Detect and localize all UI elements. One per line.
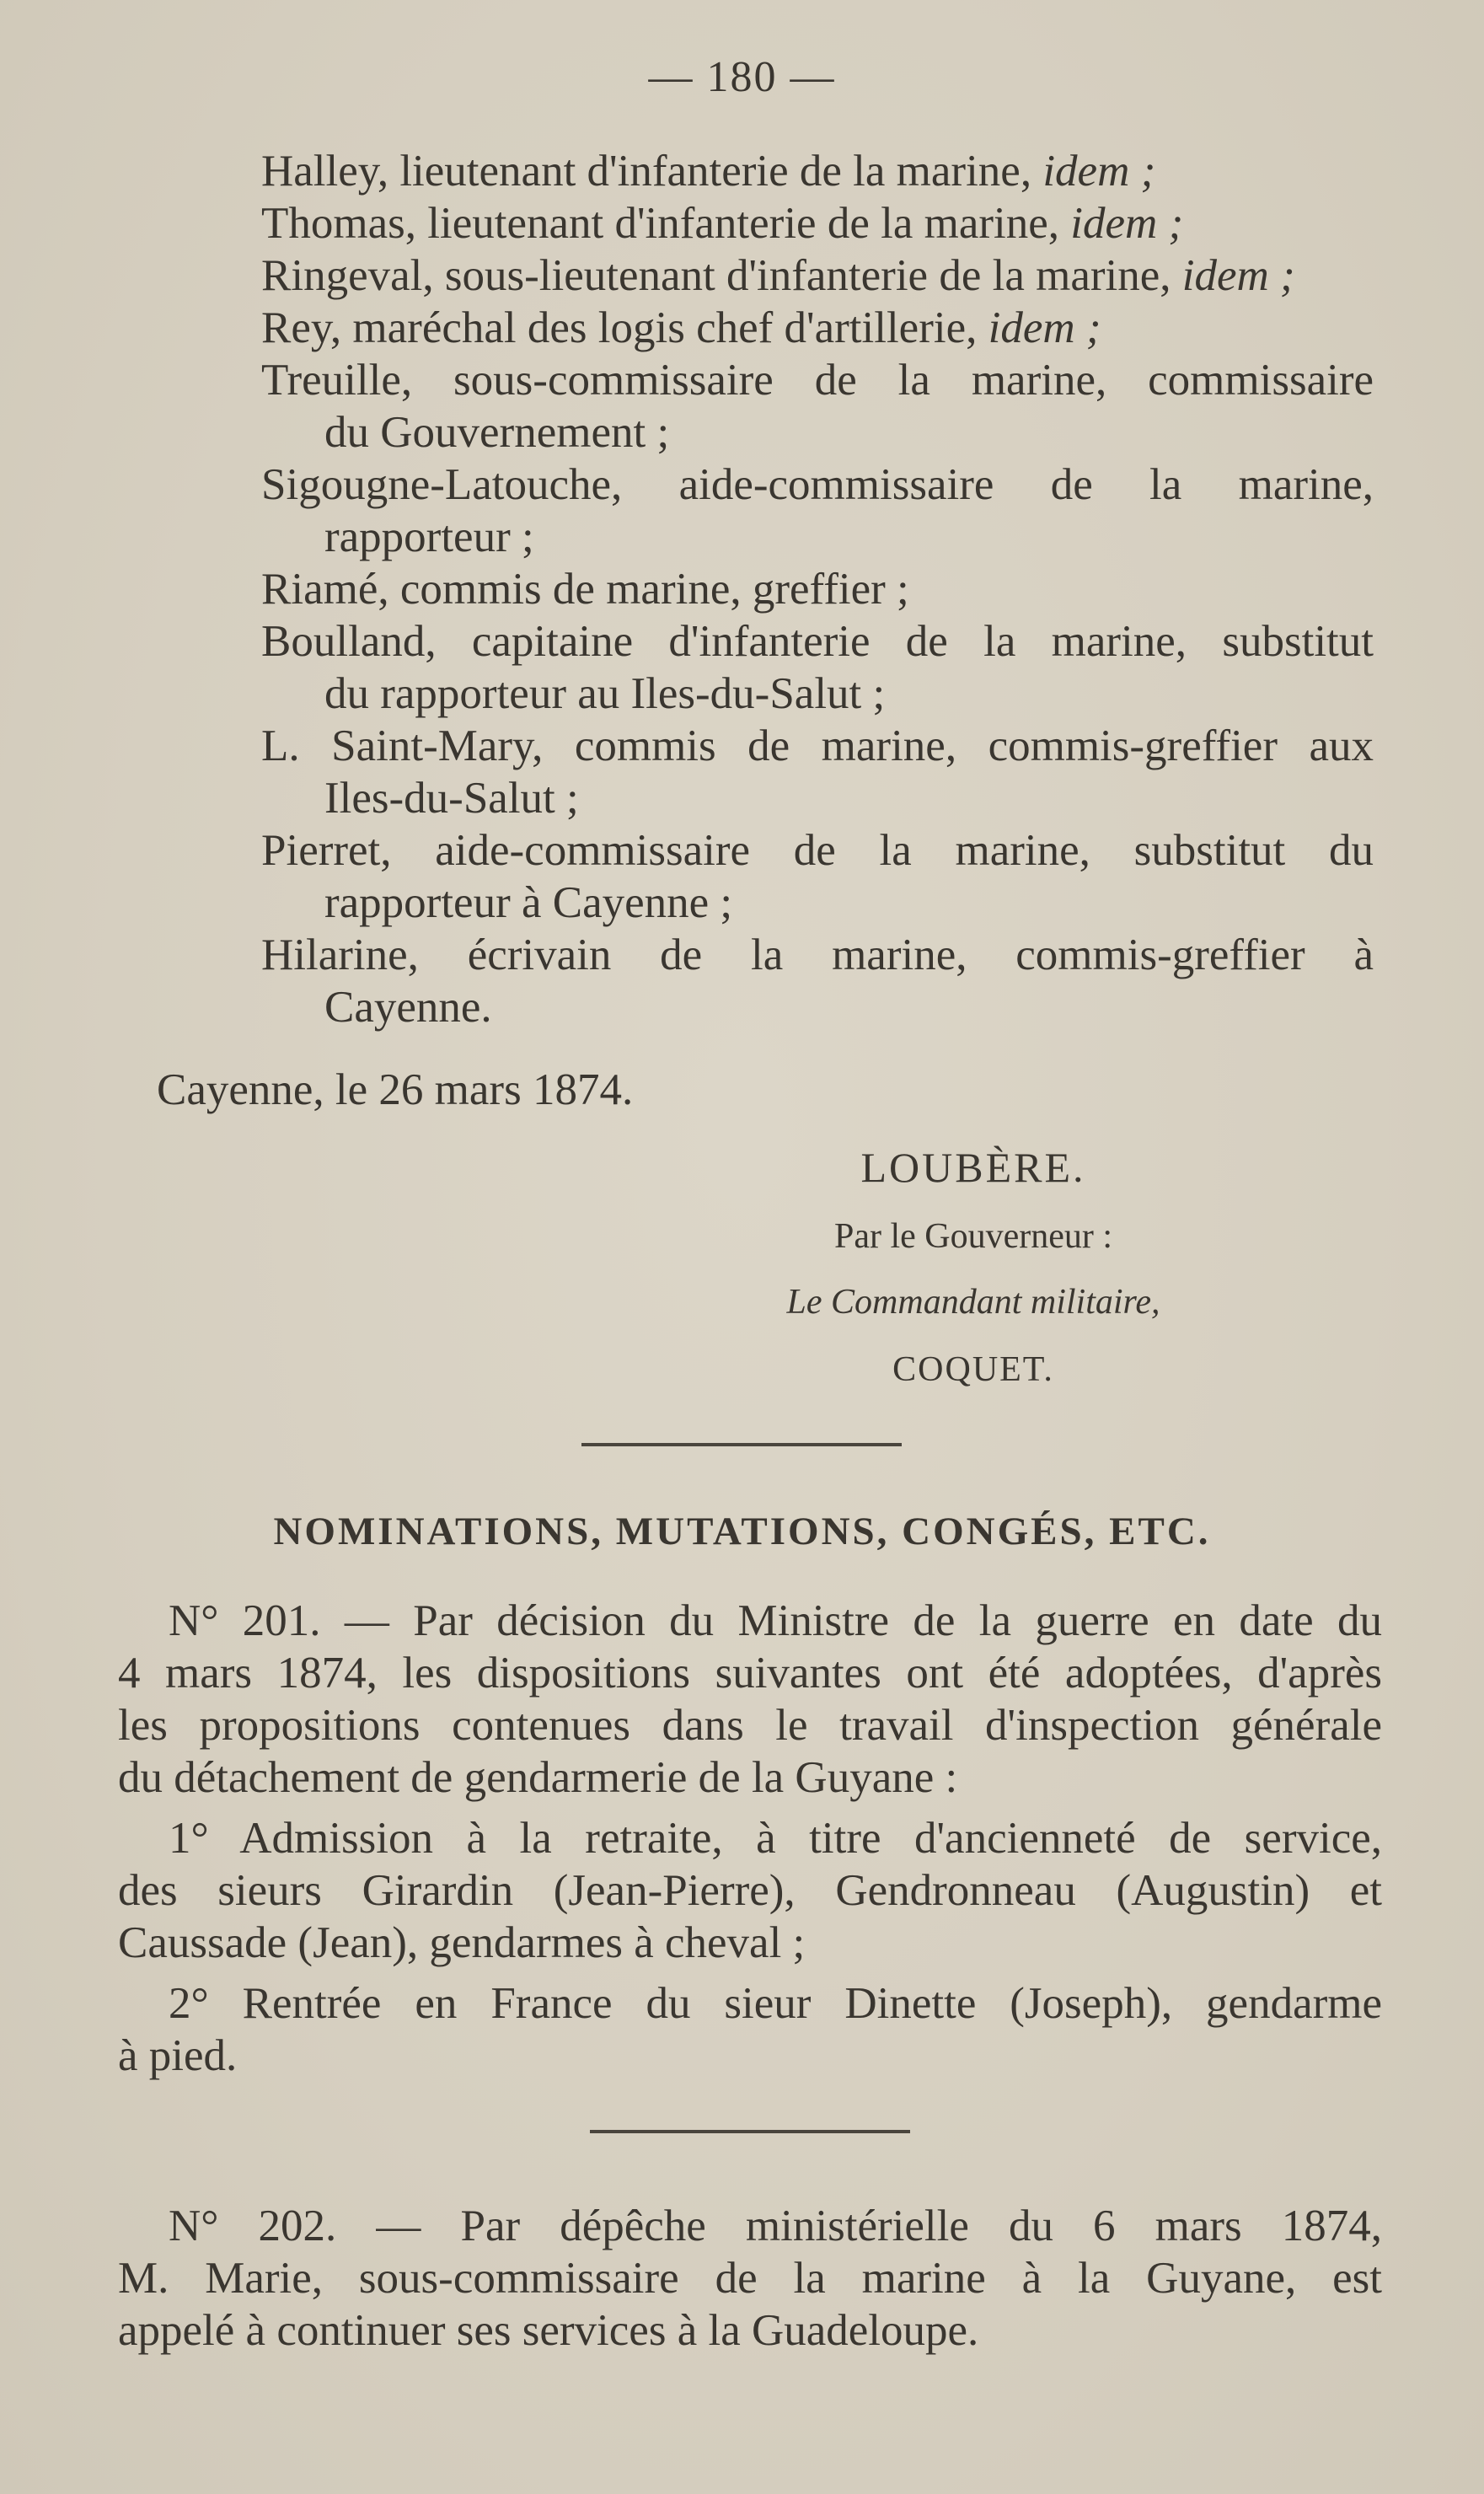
section-heading: NOMINATIONS, MUTATIONS, CONGÉS, ETC. <box>273 1510 1211 1553</box>
signature-par: Par le Gouverneur : <box>833 1217 1113 1256</box>
signature-name-secondary: COQUET. <box>892 1350 1054 1389</box>
dateline: Cayenne, le 26 mars 1874. <box>157 1065 634 1114</box>
list-item-continuation: Cayenne. <box>324 983 492 1032</box>
paragraph-line: N° 202. — Par dépêche ministérielle du 6 mars 1874, <box>169 2202 1382 2250</box>
paragraph-line: appelé à continuer ses services à la Guadeloupe. <box>118 2306 979 2355</box>
list-item: Boulland, capitaine d'infanterie de la marine, substitut <box>261 617 1374 666</box>
paragraph-line: du détachement de gendarmerie de la Guyane : <box>118 1753 958 1802</box>
list-item: Riamé, commis de marine, greffier ; <box>261 565 909 614</box>
list-item-continuation: du Gouvernement ; <box>324 408 670 457</box>
list-item: L. Saint-Mary, commis de marine, commis-greffier aux <box>261 721 1374 770</box>
list-item-continuation: Iles-du-Salut ; <box>324 774 579 823</box>
paragraph-line: 4 mars 1874, les dispositions suivantes ont été adoptées, d'après <box>118 1649 1382 1698</box>
list-item-continuation: du rapporteur au Iles-du-Salut ; <box>324 669 886 718</box>
list-item: Thomas, lieutenant d'infanterie de la marine, idem ; <box>261 199 1184 248</box>
list-item: Treuille, sous-commissaire de la marine, commissaire <box>261 356 1374 405</box>
list-item: Halley, lieutenant d'infanterie de la marine, idem ; <box>261 147 1156 196</box>
signature-name: LOUBÈRE. <box>860 1144 1086 1191</box>
paragraph-line: 1° Admission à la retraite, à titre d'ancienneté de service, <box>169 1814 1382 1863</box>
list-item: Sigougne-Latouche, aide-commissaire de la marine, <box>261 460 1374 509</box>
divider <box>590 2130 910 2133</box>
list-item: Ringeval, sous-lieutenant d'infanterie de la marine, idem ; <box>261 251 1295 300</box>
paragraph-line: 2° Rentrée en France du sieur Dinette (Joseph), gendarme <box>169 1979 1382 2028</box>
page-number: — 180 — <box>648 53 836 101</box>
signature-title: Le Commandant militaire, <box>786 1283 1160 1322</box>
list-item: Hilarine, écrivain de la marine, commis-greffier à <box>261 931 1374 979</box>
paragraph-line: Caussade (Jean), gendarmes à cheval ; <box>118 1918 806 1967</box>
list-item-continuation: rapporteur à Cayenne ; <box>324 878 733 927</box>
list-item: Rey, maréchal des logis chef d'artillerie, idem ; <box>261 303 1101 352</box>
paragraph-line: à pied. <box>118 2031 238 2080</box>
paragraph-line: N° 201. — Par décision du Ministre de la guerre en date du <box>169 1596 1382 1645</box>
list-item: Pierret, aide-commissaire de la marine, substitut du <box>261 826 1374 875</box>
divider <box>581 1443 902 1446</box>
paragraph-line: M. Marie, sous-commissaire de la marine à la Guyane, est <box>118 2254 1382 2303</box>
paragraph-line: les propositions contenues dans le travail d'inspection générale <box>118 1701 1382 1750</box>
list-item-continuation: rapporteur ; <box>324 512 534 561</box>
paragraph-line: des sieurs Girardin (Jean-Pierre), Gendronneau (Augustin) et <box>118 1866 1382 1915</box>
